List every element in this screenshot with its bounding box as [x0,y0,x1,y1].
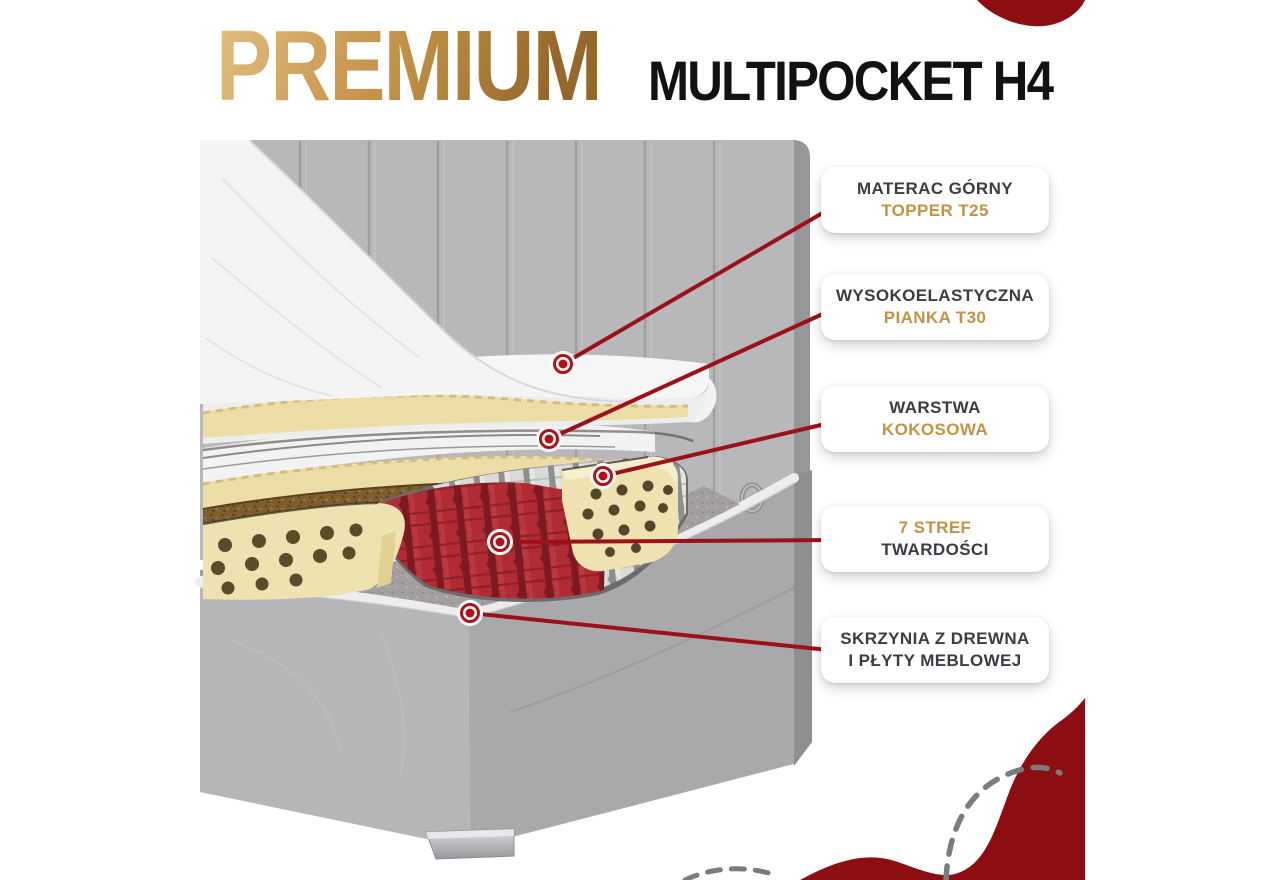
callout-zones [821,506,1049,572]
callout-line1: MATERAC GÓRNY [857,178,1013,198]
base-front-face [200,588,470,848]
callout-line2: KOKOSOWA [881,420,989,439]
callout-line1: WARSTWA [889,397,981,417]
marker-foam-icon [536,426,562,452]
callout-foam [821,274,1049,340]
brand-title: PREMIUM [216,10,602,122]
callout-line2: TWARDOŚCI [881,540,989,559]
callout-box [821,617,1049,683]
marker-box-icon [457,600,483,626]
model-title: MULTIPOCKET H4 [648,49,1053,112]
page-title [0,10,1280,122]
marker-topper-icon [550,351,576,377]
corner-wave-bottom-right [800,698,1085,880]
marker-coconut-icon [590,463,616,489]
callout-line1: SKRZYNIA Z DREWNA [840,628,1030,648]
callout-coconut [821,386,1049,452]
dashed-curve-small [685,869,778,880]
callout-line2: PIANKA T30 [883,308,987,327]
marker-zones-icon [487,529,513,555]
callout-line-zones [500,540,838,542]
callout-line1: 7 STREF [898,517,972,537]
bed-side-rail [794,470,812,766]
callout-line2: TOPPER T25 [881,201,989,220]
callout-line2: I PŁYTY MEBLOWEJ [848,651,1022,670]
callout-line1: WYSOKOELASTYCZNA [835,285,1035,305]
callout-topper [821,167,1049,233]
